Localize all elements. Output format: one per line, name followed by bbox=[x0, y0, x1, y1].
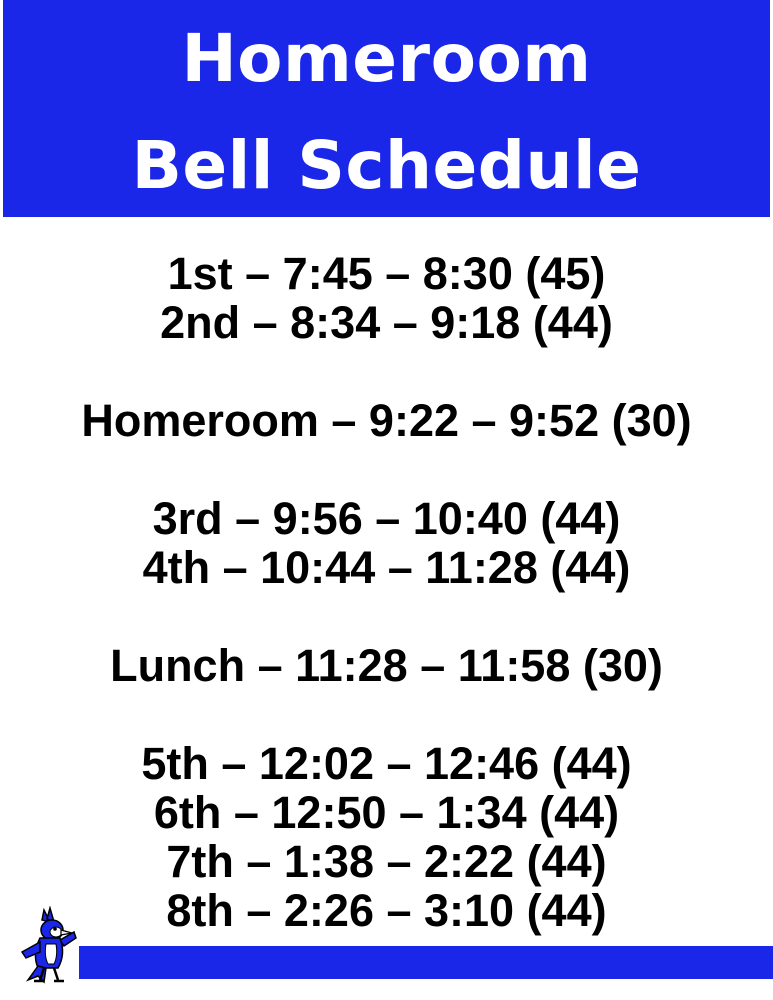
schedule-row-1st-period: 1st – 7:45 – 8:30 (45) bbox=[167, 248, 606, 299]
schedule-row-5th-period: 5th – 12:02 – 12:46 (44) bbox=[141, 738, 632, 789]
schedule-row-2nd-period: 2nd – 8:34 – 9:18 (44) bbox=[160, 297, 613, 348]
schedule-row-6th-period: 6th – 12:50 – 1:34 (44) bbox=[153, 787, 620, 838]
page-title-line-1: Homeroom bbox=[181, 20, 592, 97]
footer-bar bbox=[79, 946, 773, 979]
blue-jay-mascot-icon bbox=[14, 906, 82, 984]
schedule-row-4th-period: 4th – 10:44 – 11:28 (44) bbox=[142, 542, 631, 593]
schedule-row-homeroom: Homeroom – 9:22 – 9:52 (30) bbox=[81, 395, 692, 446]
schedule-row-lunch: Lunch – 11:28 – 11:58 (30) bbox=[110, 640, 663, 691]
schedule-row-3rd-period: 3rd – 9:56 – 10:40 (44) bbox=[152, 493, 621, 544]
schedule-row-8th-period: 8th – 2:26 – 3:10 (44) bbox=[166, 885, 607, 936]
page-title-line-2: Bell Schedule bbox=[131, 127, 642, 204]
schedule-row-7th-period: 7th – 1:38 – 2:22 (44) bbox=[166, 836, 607, 887]
